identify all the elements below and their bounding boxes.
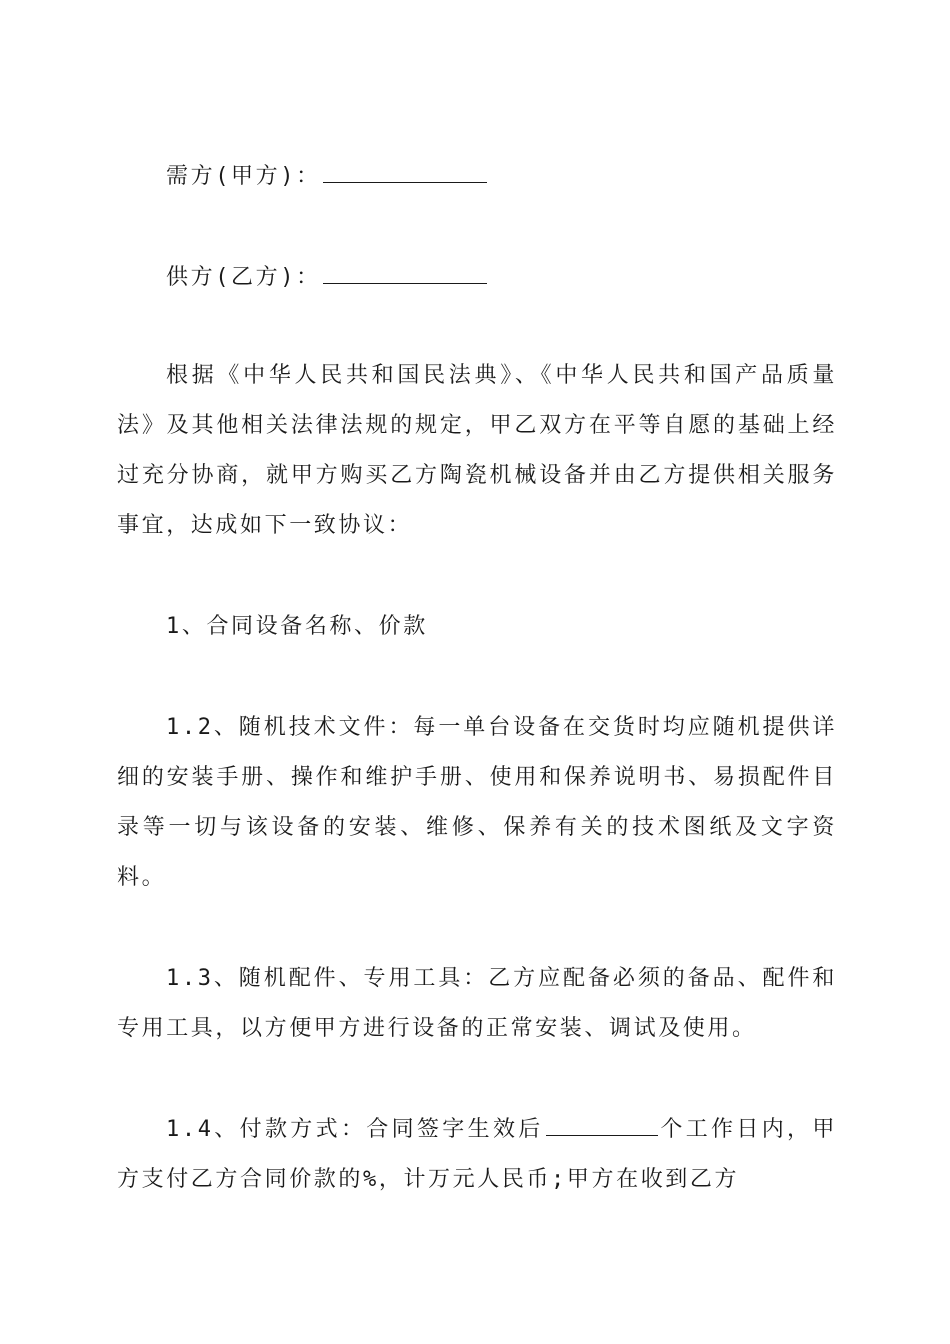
- supplier-name-blank: [323, 263, 487, 284]
- buyer-line: [117, 152, 837, 202]
- clause-1-4: [117, 1105, 837, 1205]
- spacer: [117, 903, 837, 954]
- section-1-heading: 1、合同设备名称、价款: [166, 614, 428, 639]
- buyer-name-blank: [323, 162, 487, 183]
- supplier-label: 供方(乙方)：: [166, 265, 321, 290]
- clause-1-2: 1.2、随机技术文件：每一单台设备在交货时均应随机提供详细的安装手册、操作和维护手册、使用和保养说明书、易损配件目录等一切与该设备的安装、维修、保养有关的技术图纸及文字资料。: [117, 715, 837, 890]
- intro-paragraph: 根据《中华人民共和国民法典》、《中华人民共和国产品质量法》及其他相关法律法规的规定，甲乙双方在平等自愿的基础上经过充分协商，就甲方购买乙方陶瓷机械设备并由乙方提供相关服务事宜，达成如下一致协议：: [117, 363, 837, 538]
- buyer-label: 需方(甲方)：: [166, 164, 321, 189]
- workdays-blank: [546, 1115, 658, 1136]
- clause-1-3: 1.3、随机配件、专用工具：乙方应配备必须的备品、配件和专用工具，以方便甲方进行设备的正常安装、调试及使用。: [117, 966, 837, 1041]
- contract-body: [117, 152, 837, 1205]
- spacer: [117, 303, 837, 351]
- spacer: [117, 652, 837, 703]
- spacer: [117, 202, 837, 253]
- spacer: [117, 1054, 837, 1105]
- clause-1-4-rest: 个工作日内，甲方支付乙方合同价款的%，计万元人民币;甲方在收到乙方: [117, 1117, 837, 1192]
- supplier-line: [117, 253, 837, 303]
- spacer: [117, 551, 837, 602]
- clause-1-4-start: 1.4、付款方式：合同签字生效后: [166, 1117, 544, 1142]
